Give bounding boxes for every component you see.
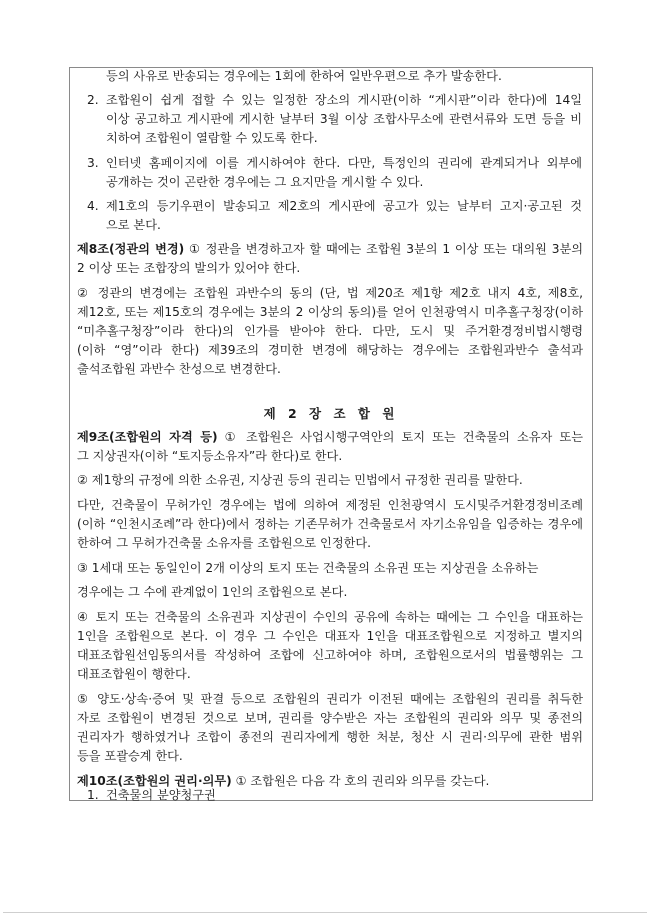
article-text-line: ④ 토지 또는 건축물의 소유권과 지상권이 수인의 공유에 속하는 때에는 그 수인을 대표하는 bbox=[77, 610, 583, 624]
list-item-continuation: 등의 사유로 반송되는 경우에는 1회에 한하여 일반우편으로 추가 발송한다. bbox=[106, 69, 502, 83]
article-text-line: 대표조합원이 행한다. bbox=[77, 667, 191, 681]
article-text-line: 그 지상권자(이하 “토지등소유자”라 한다)로 한다. bbox=[77, 449, 343, 463]
article-text-line: ② 제1항의 규정에 의한 소유권, 지상권 등의 권리는 민법에서 규정한 권리를 말한다. bbox=[77, 473, 523, 487]
article-text-line: 한하여 그 무허가건축물 소유자를 조합원으로 인정한다. bbox=[77, 536, 372, 550]
article-10-paragraph-1: 제10조(조합원의 권리·의무) ① 조합원은 다음 각 호의 권리와 의무를 갖는다. bbox=[77, 774, 490, 788]
article-9-paragraph-1: 제9조(조합원의 자격 등) ① 조합원은 사업시행구역안의 토지 또는 건축물의 소유자 또는 bbox=[77, 430, 583, 444]
list-item-number: 4. bbox=[87, 199, 99, 213]
page-bottom-rule bbox=[3, 912, 647, 913]
article-text-line: 등을 포괄승계 한다. bbox=[77, 749, 183, 763]
article-8-paragraph-1: 제8조(정관의 변경) ① 정관을 변경하고자 할 때에는 조합원 3분의 1 이상 또는 대의원 3분의 bbox=[77, 242, 583, 256]
article-text-line: 다만, 건축물이 무허가인 경우에는 법에 의하여 제정된 인천광역시 도시및주거환경정비조례 bbox=[77, 498, 583, 512]
article-text-line: ② 정관의 변경에는 조합원 과반수의 동의 (단, 법 제20조 제1항 제2호 내지 4호, 제8호, bbox=[77, 286, 583, 300]
article-text-line: (이하 “인천시조례”라 한다)에서 정하는 기존무허가 건축물로서 자기소유임을 입증하는 경우에 bbox=[77, 517, 583, 531]
article-text-line: ③ 1세대 또는 동일인이 2개 이상의 토지 또는 건축물의 소유권 또는 지상권을 소유하는 bbox=[77, 561, 539, 575]
article-text-line: 권리자가 행하였거나 조합이 종전의 권리자에게 행한 처분, 청산 시 권리·의무에 관한 범위 bbox=[77, 730, 583, 744]
article-text-line: ⑤ 양도·상속·증여 및 판결 등으로 조합원의 권리가 이전된 때에는 조합원의 권리를 취득한 bbox=[77, 692, 583, 706]
chapter-heading: 제 2 장 조 합 원 bbox=[263, 406, 399, 421]
list-item-text: 공개하는 것이 곤란한 경우에는 그 요지만을 게시할 수 있다. bbox=[106, 175, 424, 189]
list-item-text: 조합원이 쉽게 접할 수 있는 일정한 장소의 게시판(이하 “게시판”이라 한다)에 14일 bbox=[106, 93, 582, 107]
list-item-text: 제1호의 등기우편이 발송되고 제2호의 게시판에 공고가 있는 날부터 고지·공고된 것 bbox=[106, 199, 582, 213]
document-page-frame bbox=[69, 67, 593, 801]
article-text-line: 경우에는 그 수에 관계없이 1인의 조합원으로 본다. bbox=[77, 585, 348, 599]
article-text-line: 제12호, 또는 제15호의 경우에는 3분의 2 이상의 동의)를 얻어 인천광역시 미추홀구청장(이하 bbox=[77, 305, 583, 319]
article-text-line: 2 이상 또는 조합장의 발의가 있어야 한다. bbox=[77, 261, 301, 275]
article-text-line: (이하 “영”이라 한다) 제39조의 경미한 변경에 해당하는 경우에는 조합원과반수 출석과 bbox=[77, 343, 583, 357]
list-item-number: 2. bbox=[87, 93, 99, 107]
article-text-line: 출석조합원 과반수 찬성으로 변경한다. bbox=[77, 362, 281, 376]
article-10-title: 제10조(조합원의 권리·의무) bbox=[77, 774, 232, 788]
list-item-number: 3. bbox=[87, 156, 99, 170]
list-item-text: 인터넷 홈페이지에 이를 게시하여야 한다. 다만, 특정인의 권리에 관계되거나 외부에 bbox=[106, 156, 582, 170]
article-text-line: 자로 조합원이 변경된 것으로 보며, 권리를 양수받은 자는 조합원의 권리와 의무 및 종전의 bbox=[77, 711, 583, 725]
article-8-title: 제8조(정관의 변경) bbox=[77, 242, 185, 256]
list-item-text: 으로 본다. bbox=[106, 218, 161, 232]
list-item-number: 1. bbox=[87, 788, 99, 802]
list-item-text: 치하여 조합원이 열람할 수 있도록 한다. bbox=[106, 131, 318, 145]
article-text-line: 대표조합원선임동의서를 작성하여 조합에 신고하여야 하며, 조합원으로서의 법률행위는 그 bbox=[77, 648, 583, 662]
list-item-text: 건축물의 분양청구권 bbox=[106, 788, 216, 802]
list-item-text: 이상 공고하고 게시판에 게시한 날부터 3월 이상 조합사무소에 관련서류와 도면 등을 비 bbox=[106, 112, 582, 126]
article-9-title: 제9조(조합원의 자격 등) bbox=[77, 430, 218, 444]
article-text-line: 1인을 조합원으로 본다. 이 경우 그 수인은 대표자 1인을 대표조합원으로 지정하고 별지의 bbox=[77, 629, 583, 643]
article-text-line: “미추홀구청장”이라 한다)의 인가를 받아야 한다. 다만, 도시 및 주거환경정비법시행령 bbox=[77, 324, 583, 338]
